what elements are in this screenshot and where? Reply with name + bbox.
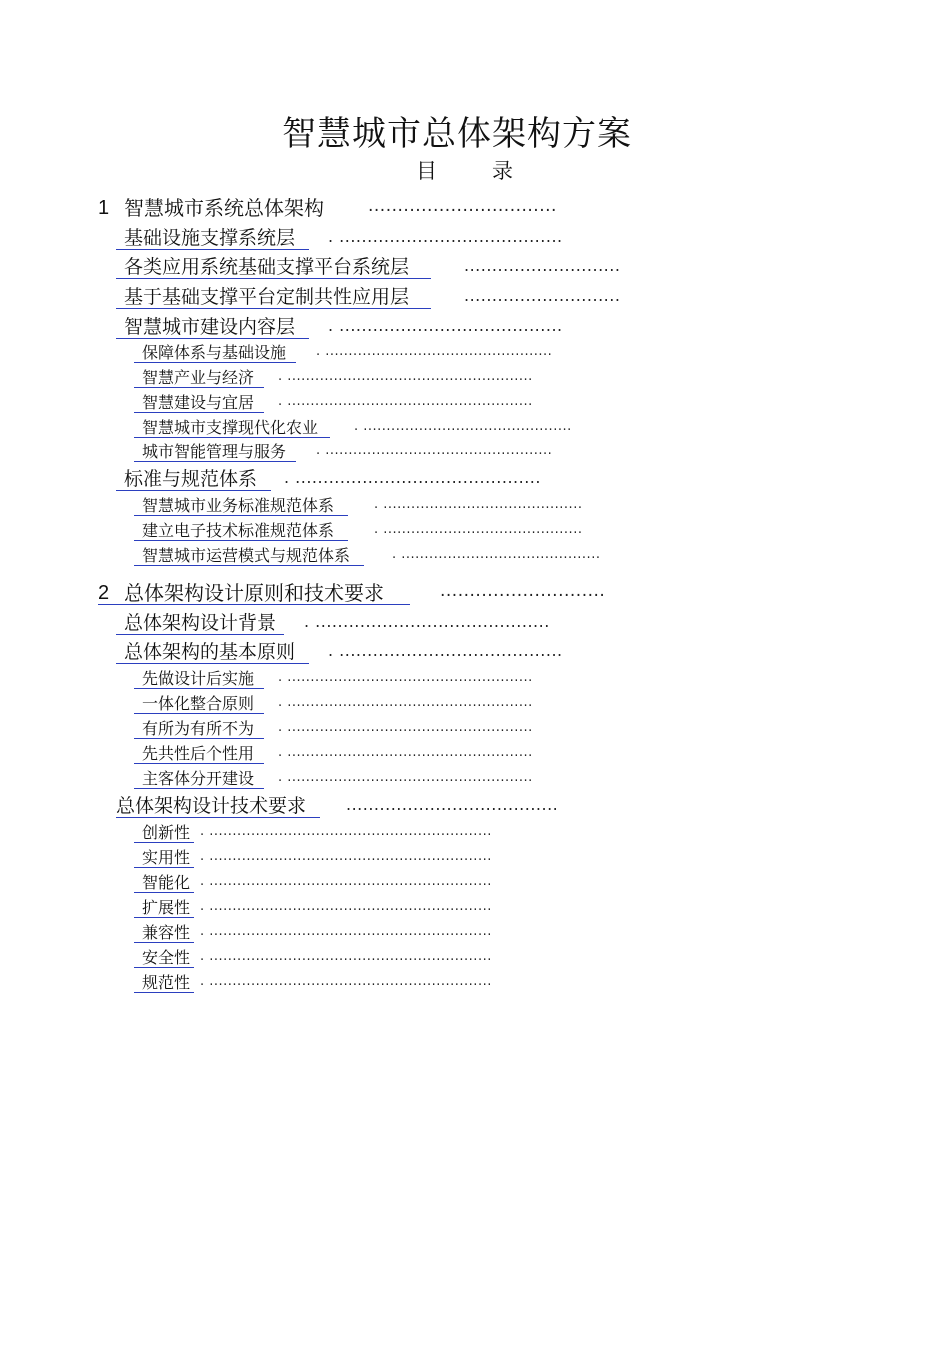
toc-entry-leader: . ..................................................... — [278, 746, 533, 759]
toc-entry-label[interactable]: 建立电子技术标准规范体系 — [134, 523, 348, 541]
toc-entry-label[interactable]: 智能化 — [134, 875, 194, 893]
toc-entry-leader: . ........................................ — [328, 229, 563, 245]
toc-entry-leader: . ............................................................. — [200, 950, 492, 963]
toc-entry-label[interactable]: 先共性后个性用 — [134, 746, 264, 764]
toc-entry-leader: . ........................................ — [328, 643, 563, 659]
toc-entry-label[interactable]: 总体架构设计技术要求 — [116, 797, 320, 818]
toc-entry-leader: . ..................................................... — [278, 696, 533, 709]
toc-entry-leader: . ..................................................... — [278, 370, 533, 383]
toc-entry-label[interactable]: 总体架构设计背景 — [116, 614, 284, 635]
toc-entry-leader: . ........................................... — [392, 548, 601, 561]
toc-entry-label[interactable]: 智慧城市业务标准规范体系 — [134, 498, 348, 516]
toc-entry-leader: . ............................................. — [354, 420, 572, 433]
toc-entry-label[interactable]: 总体架构设计原则和技术要求 — [98, 583, 410, 605]
toc-entry-leader: ............................ — [464, 288, 621, 304]
toc-entry-label[interactable]: 有所为有所不为 — [134, 721, 264, 739]
toc-entry-leader: ............................ — [464, 258, 621, 274]
toc-entry-leader: . ..................................................... — [278, 721, 533, 734]
toc-entry-leader: . ..................................................... — [278, 671, 533, 684]
toc-entry-label[interactable]: 一体化整合原则 — [134, 696, 264, 714]
toc-entry-label[interactable]: 智慧城市系统总体架构 — [124, 196, 324, 220]
toc-heading-char-2: 录 — [492, 159, 513, 183]
toc-entry-leader: . ................................................. — [316, 444, 553, 457]
toc-entry-leader: . ........................................ — [328, 318, 563, 334]
toc-entry-label[interactable]: 基础设施支撑系统层 — [116, 229, 309, 250]
toc-entry-leader: . ................................................. — [316, 345, 553, 358]
toc-heading-char-1: 目 — [416, 159, 437, 183]
toc-entry-label[interactable]: 各类应用系统基础支撑平台系统层 — [116, 258, 431, 279]
toc-entry-leader: . ............................................................. — [200, 875, 492, 888]
toc-entry-leader: . ............................................................. — [200, 925, 492, 938]
toc-entry-label[interactable]: 保障体系与基础设施 — [134, 345, 296, 363]
toc-entry-label[interactable]: 先做设计后实施 — [134, 671, 264, 689]
toc-entry-label[interactable]: 规范性 — [134, 975, 194, 993]
toc-entry-leader: . ........................................... — [374, 498, 583, 511]
toc-entry-label[interactable]: 标准与规范体系 — [116, 470, 271, 491]
toc-entry-label[interactable]: 城市智能管理与服务 — [134, 444, 296, 462]
toc-entry-label[interactable]: 智慧产业与经济 — [134, 370, 264, 388]
toc-entry-leader: . ............................................................. — [200, 975, 492, 988]
toc-entry-number: 2 — [98, 582, 110, 604]
toc-entry-label[interactable]: 智慧城市支撑现代化农业 — [134, 420, 330, 438]
toc-entry-leader: ...................................... — [346, 797, 559, 813]
toc-entry-leader: . ............................................ — [284, 470, 541, 486]
toc-entry-label[interactable]: 兼容性 — [134, 925, 194, 943]
toc-entry-label[interactable]: 智慧建设与宜居 — [134, 395, 264, 413]
toc-entry-leader: . ............................................................. — [200, 850, 492, 863]
toc-entry-label[interactable]: 总体架构的基本原则 — [116, 643, 309, 664]
toc-entry-leader: . ..................................................... — [278, 771, 533, 784]
toc-entry-leader: . ........................................... — [374, 523, 583, 536]
document-title: 智慧城市总体架构方案 — [282, 114, 632, 154]
toc-entry-leader: . ..................................................... — [278, 395, 533, 408]
toc-entry-label[interactable]: 主客体分开建设 — [134, 771, 264, 789]
toc-entry-leader: . ............................................................. — [200, 825, 492, 838]
toc-entry-leader: ............................ — [440, 583, 606, 600]
toc-entry-leader: . .......................................... — [304, 614, 550, 630]
toc-entry-number: 1 — [98, 197, 110, 219]
toc-entry-label[interactable]: 基于基础支撑平台定制共性应用层 — [116, 288, 431, 309]
toc-entry-leader: . ............................................................. — [200, 900, 492, 913]
toc-entry-label[interactable]: 安全性 — [134, 950, 194, 968]
toc-entry-label[interactable]: 创新性 — [134, 825, 194, 843]
toc-entry-leader: ................................ — [368, 198, 557, 215]
toc-entry-label[interactable]: 智慧城市运营模式与规范体系 — [134, 548, 364, 566]
toc-entry-label[interactable]: 实用性 — [134, 850, 194, 868]
toc-entry-label[interactable]: 扩展性 — [134, 900, 194, 918]
toc-entry-label[interactable]: 智慧城市建设内容层 — [116, 318, 309, 339]
